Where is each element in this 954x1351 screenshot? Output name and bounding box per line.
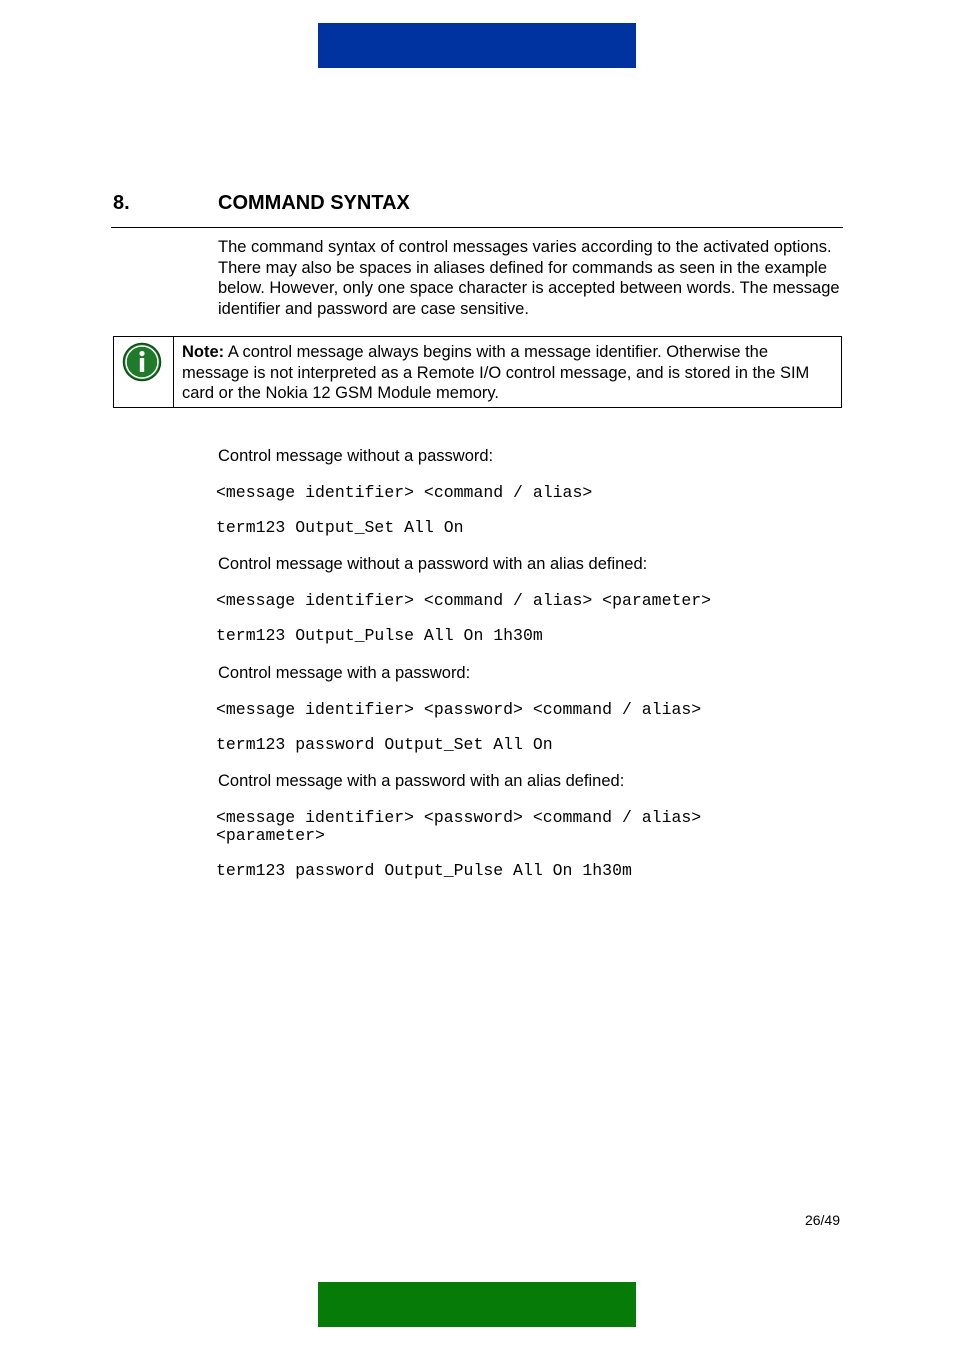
note-icon-cell [114, 337, 174, 407]
note-label: Note: [182, 343, 225, 361]
section-title: COMMAND SYNTAX [218, 192, 410, 214]
syntax-line: <message identifier> <password> <command / alias> <parameter> [216, 808, 702, 845]
info-icon [122, 342, 162, 382]
example-label: Control message without a password with an alias defined: [218, 555, 648, 573]
section-number: 8. [113, 192, 130, 214]
note-body: A control message always begins with a message identifier. Otherwise the message is not interpreted as a Remote I/O control message, and is stored in the SIM card or the Nokia 12 GSM Module memory. [182, 343, 810, 402]
syntax-line: <message identifier> <password> <command / alias> [216, 700, 702, 719]
section-heading [113, 192, 843, 216]
syntax-line: <message identifier> <command / alias> [216, 483, 593, 502]
page-number: 26/49 [804, 1212, 840, 1228]
example-label: Control message with a password: [218, 664, 471, 682]
example-line: term123 Output_Set All On [216, 518, 464, 537]
syntax-line: <message identifier> <command / alias> <parameter> [216, 591, 712, 610]
example-line: term123 password Output_Set All On [216, 735, 553, 754]
example-label: Control message with a password with an alias defined: [218, 772, 625, 790]
example-line: term123 Output_Pulse All On 1h30m [216, 626, 543, 645]
note-box [113, 336, 842, 408]
example-line: term123 password Output_Pulse All On 1h30m [216, 861, 632, 880]
example-label: Control message without a password: [218, 447, 494, 465]
heading-divider [111, 227, 843, 228]
footer-color-bar [318, 1282, 636, 1327]
note-text [182, 342, 832, 404]
header-color-bar [318, 23, 636, 68]
intro-paragraph: The command syntax of control messages varies according to the activated options. There may also be spaces in aliases defined for commands as seen in the example below. However, only one space character is accepted between words. The message identifier and password are case sensitive. [218, 238, 840, 318]
